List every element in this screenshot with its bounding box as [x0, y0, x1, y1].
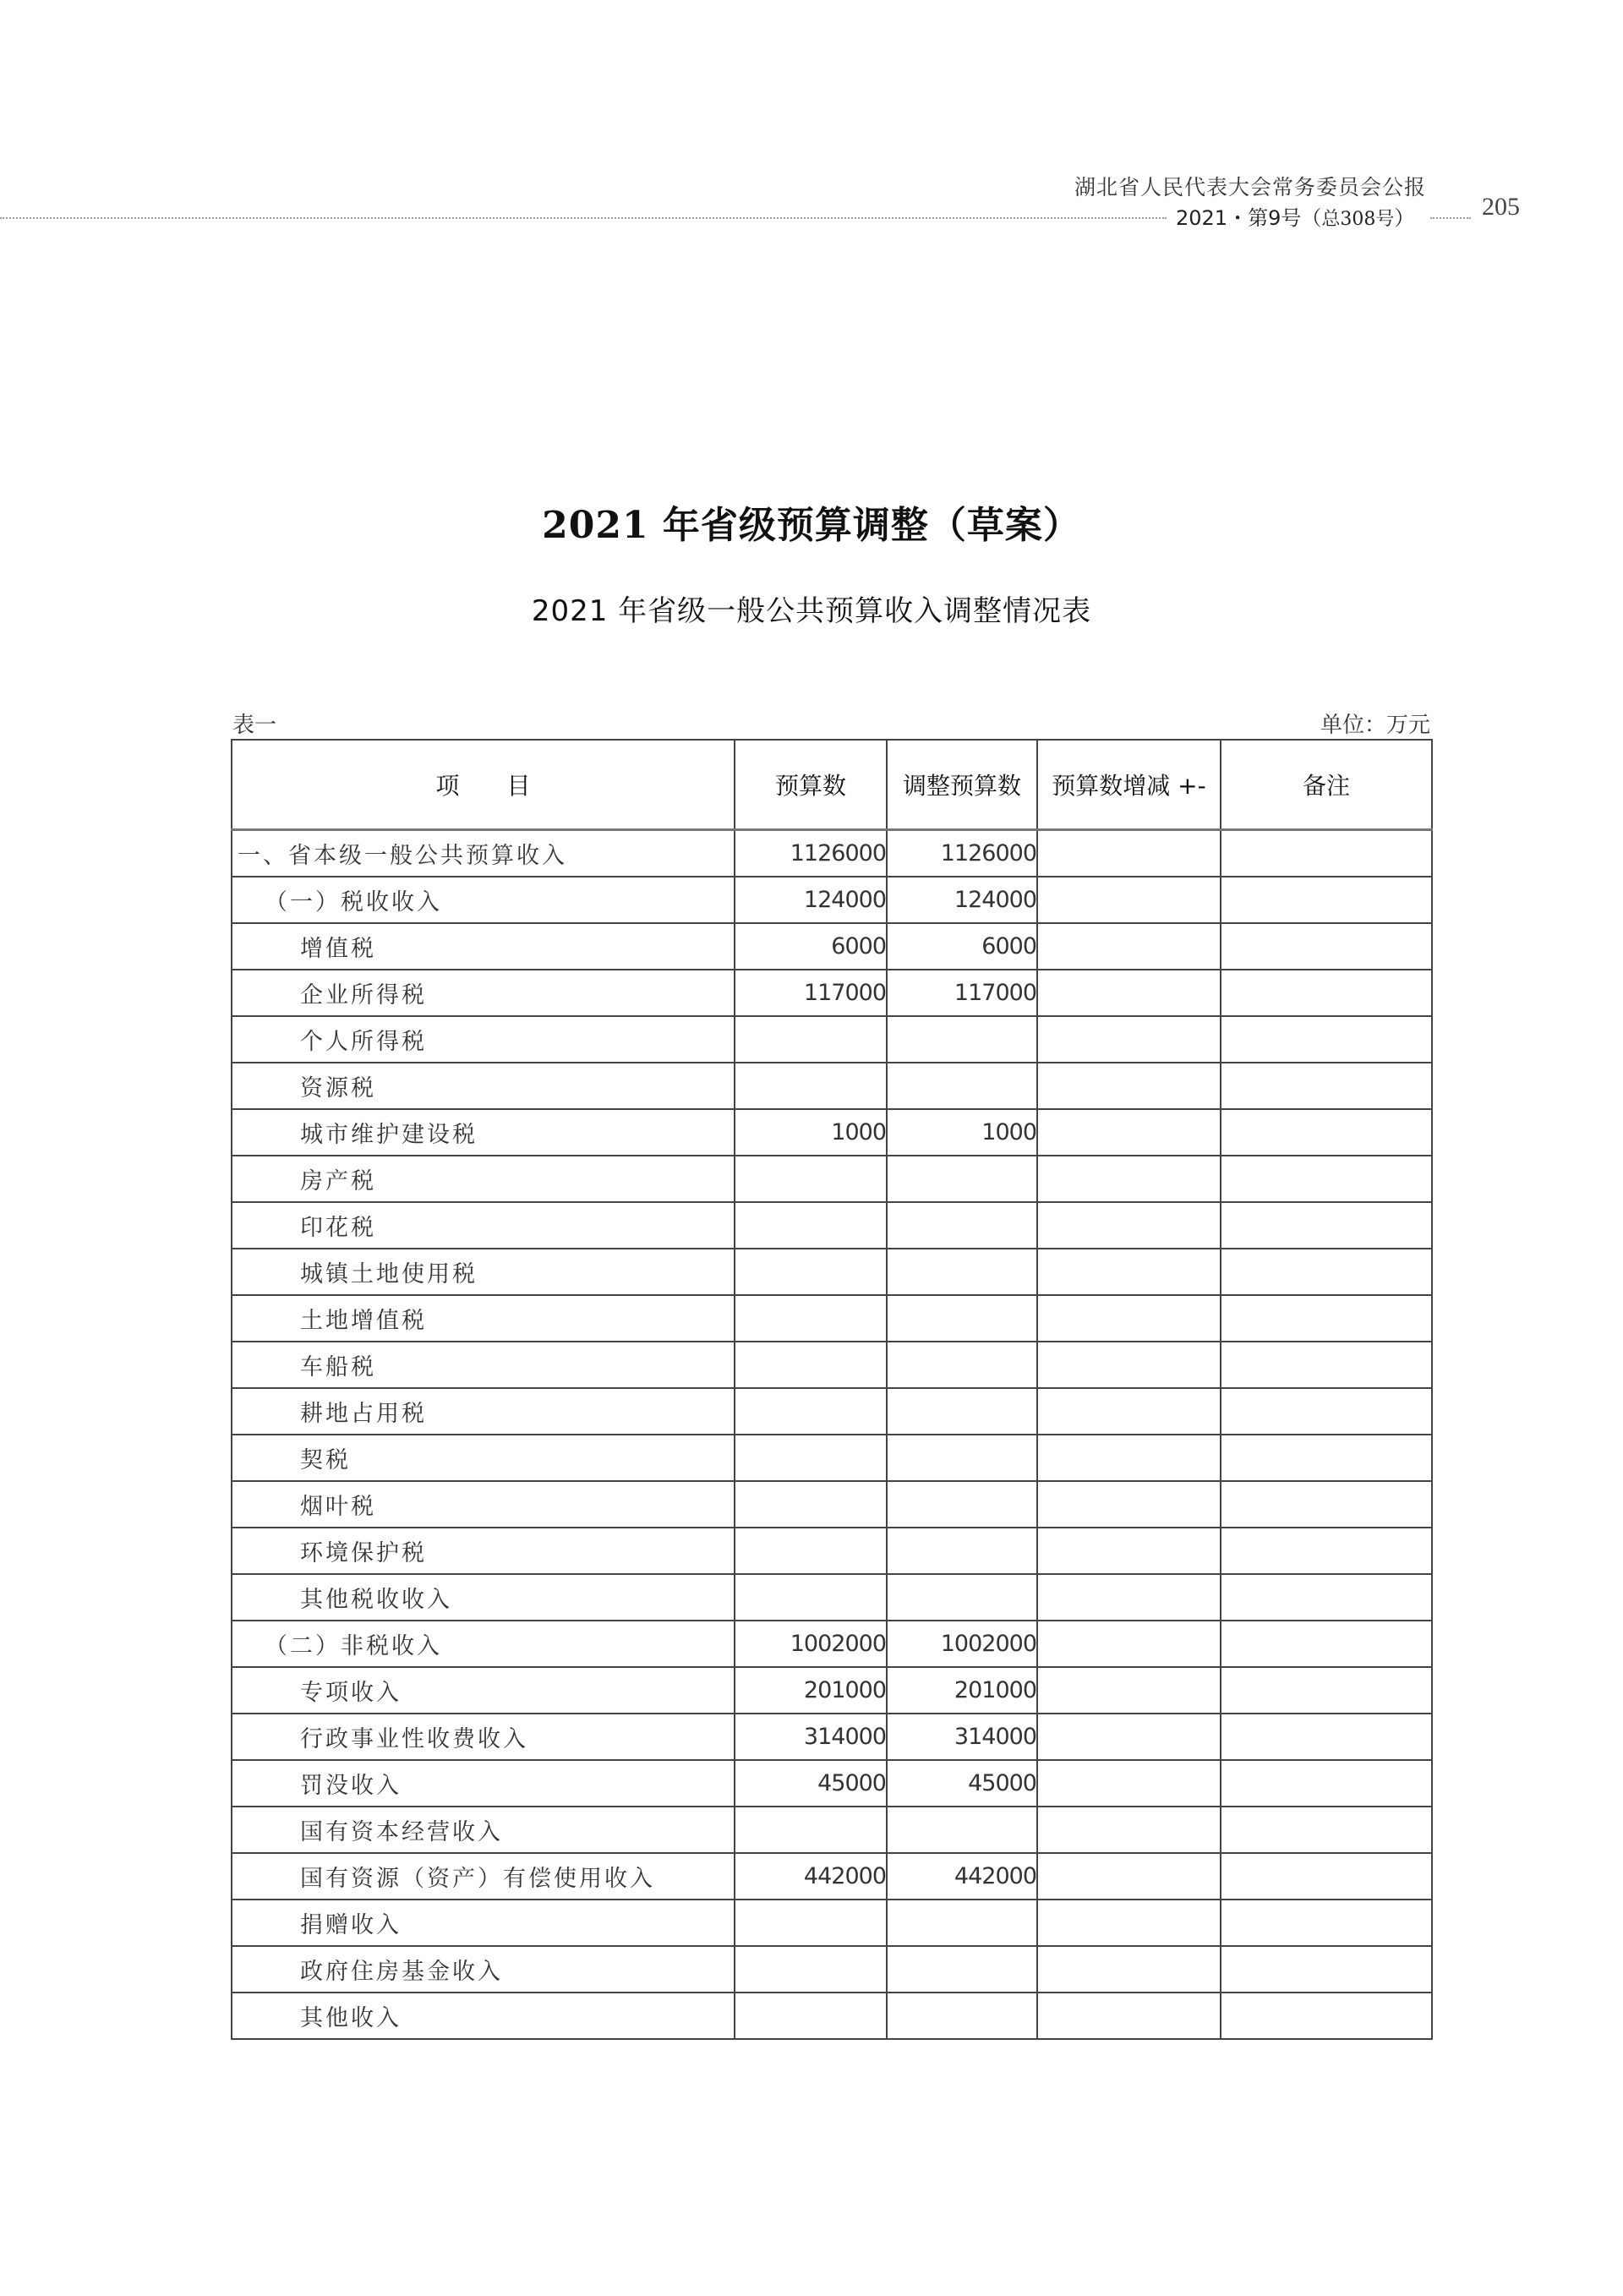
- row-budget-cell: [735, 1946, 887, 1993]
- row-change-cell: [1037, 1853, 1221, 1900]
- column-header-change: 预算数增减 +-: [1037, 740, 1221, 830]
- table-row: [232, 1342, 1432, 1388]
- table-row: [232, 1388, 1432, 1435]
- row-budget-cell: [735, 1900, 887, 1946]
- row-budget-cell: [735, 1342, 887, 1388]
- row-change-cell: [1037, 1435, 1221, 1481]
- row-budget-cell: 1002000: [735, 1621, 887, 1667]
- table-body: [232, 830, 1432, 2040]
- row-adjusted-budget-cell: [887, 1156, 1037, 1202]
- row-adjusted-budget-cell: 201000: [887, 1667, 1037, 1714]
- table-row: [232, 1063, 1432, 1109]
- row-change-cell: [1037, 1063, 1221, 1109]
- row-adjusted-budget-cell: [887, 1946, 1037, 1993]
- row-note-cell: [1221, 1063, 1432, 1109]
- row-item-cell: 环境保护税: [232, 1528, 735, 1574]
- dotted-rule-right: [1430, 217, 1471, 219]
- table-row: [232, 1807, 1432, 1853]
- row-note-cell: [1221, 1528, 1432, 1574]
- row-note-cell: [1221, 1109, 1432, 1156]
- row-budget-cell: 1000: [735, 1109, 887, 1156]
- row-adjusted-budget-cell: [887, 1388, 1037, 1435]
- row-note-cell: [1221, 1156, 1432, 1202]
- row-change-cell: [1037, 1342, 1221, 1388]
- row-change-cell: [1037, 1156, 1221, 1202]
- row-budget-cell: [735, 1528, 887, 1574]
- column-header-item: 项 目: [232, 740, 735, 830]
- row-change-cell: [1037, 1760, 1221, 1807]
- table-row: [232, 1435, 1432, 1481]
- row-adjusted-budget-cell: [887, 1528, 1037, 1574]
- row-change-cell: [1037, 970, 1221, 1016]
- row-item-cell: 资源税: [232, 1063, 735, 1109]
- row-item-cell: 增值税: [232, 923, 735, 970]
- row-item-cell: 其他收入: [232, 1993, 735, 2039]
- row-adjusted-budget-cell: [887, 1249, 1037, 1295]
- row-change-cell: [1037, 1574, 1221, 1621]
- row-adjusted-budget-cell: [887, 1900, 1037, 1946]
- unit-label: 单位：万元: [1320, 713, 1430, 738]
- row-budget-cell: 124000: [735, 877, 887, 923]
- row-note-cell: [1221, 1202, 1432, 1249]
- row-note-cell: [1221, 1295, 1432, 1342]
- row-item-cell: 行政事业性收费收入: [232, 1714, 735, 1760]
- row-adjusted-budget-cell: 1000: [887, 1109, 1037, 1156]
- row-adjusted-budget-cell: [887, 1807, 1037, 1853]
- table-row: [232, 1109, 1432, 1156]
- row-item-cell: 捐赠收入: [232, 1900, 735, 1946]
- row-adjusted-budget-cell: [887, 1481, 1037, 1528]
- row-budget-cell: 45000: [735, 1760, 887, 1807]
- table-row: [232, 1667, 1432, 1714]
- row-note-cell: [1221, 1993, 1432, 2039]
- table-row: [232, 923, 1432, 970]
- row-note-cell: [1221, 877, 1432, 923]
- row-change-cell: [1037, 1667, 1221, 1714]
- row-budget-cell: [735, 1807, 887, 1853]
- row-item-cell: 一、省本级一般公共预算收入: [232, 830, 735, 877]
- row-note-cell: [1221, 1714, 1432, 1760]
- row-change-cell: [1037, 1249, 1221, 1295]
- table-row: [232, 1946, 1432, 1993]
- table-title: 2021 年省级一般公共预算收入调整情况表: [531, 594, 1092, 628]
- row-item-cell: 土地增值税: [232, 1295, 735, 1342]
- document-title: 2021 年省级预算调整（草案）: [542, 504, 1081, 547]
- row-item-cell: 车船税: [232, 1342, 735, 1388]
- row-adjusted-budget-cell: 1002000: [887, 1621, 1037, 1667]
- row-note-cell: [1221, 1342, 1432, 1388]
- row-adjusted-budget-cell: [887, 1342, 1037, 1388]
- row-budget-cell: 117000: [735, 970, 887, 1016]
- row-adjusted-budget-cell: [887, 1063, 1037, 1109]
- row-change-cell: [1037, 830, 1221, 877]
- row-budget-cell: 314000: [735, 1714, 887, 1760]
- row-item-cell: 烟叶税: [232, 1481, 735, 1528]
- row-note-cell: [1221, 1621, 1432, 1667]
- row-adjusted-budget-cell: 117000: [887, 970, 1037, 1016]
- budget-adjustment-table: [231, 739, 1433, 2040]
- row-adjusted-budget-cell: [887, 1202, 1037, 1249]
- row-note-cell: [1221, 1435, 1432, 1481]
- row-adjusted-budget-cell: [887, 1574, 1037, 1621]
- row-note-cell: [1221, 1667, 1432, 1714]
- row-note-cell: [1221, 1946, 1432, 1993]
- row-note-cell: [1221, 970, 1432, 1016]
- journal-name: 湖北省人民代表大会常务委员会公报: [1074, 175, 1427, 200]
- row-budget-cell: 442000: [735, 1853, 887, 1900]
- row-adjusted-budget-cell: [887, 1016, 1037, 1063]
- row-budget-cell: [735, 1574, 887, 1621]
- row-note-cell: [1221, 1016, 1432, 1063]
- table-row: [232, 1528, 1432, 1574]
- row-item-cell: 罚没收入: [232, 1760, 735, 1807]
- table-row: [232, 1714, 1432, 1760]
- row-adjusted-budget-cell: 6000: [887, 923, 1037, 970]
- row-change-cell: [1037, 1109, 1221, 1156]
- row-item-cell: 国有资本经营收入: [232, 1807, 735, 1853]
- row-change-cell: [1037, 1016, 1221, 1063]
- table-row: [232, 830, 1432, 877]
- row-item-cell: 个人所得税: [232, 1016, 735, 1063]
- table-row: [232, 970, 1432, 1016]
- row-item-cell: （一）税收收入: [232, 877, 735, 923]
- row-budget-cell: [735, 1156, 887, 1202]
- row-note-cell: [1221, 1853, 1432, 1900]
- row-note-cell: [1221, 1481, 1432, 1528]
- column-header-adjusted-budget: 调整预算数: [887, 740, 1037, 830]
- row-note-cell: [1221, 1574, 1432, 1621]
- table-row: [232, 877, 1432, 923]
- row-note-cell: [1221, 1900, 1432, 1946]
- row-adjusted-budget-cell: [887, 1295, 1037, 1342]
- row-item-cell: 城镇土地使用税: [232, 1249, 735, 1295]
- row-change-cell: [1037, 1946, 1221, 1993]
- row-item-cell: 政府住房基金收入: [232, 1946, 735, 1993]
- row-budget-cell: [735, 1249, 887, 1295]
- row-change-cell: [1037, 1481, 1221, 1528]
- running-header: [0, 0, 1623, 254]
- row-item-cell: 国有资源（资产）有偿使用收入: [232, 1853, 735, 1900]
- row-budget-cell: [735, 1388, 887, 1435]
- row-item-cell: 契税: [232, 1435, 735, 1481]
- row-item-cell: 城市维护建设税: [232, 1109, 735, 1156]
- row-budget-cell: [735, 1063, 887, 1109]
- issue-close: ）: [1394, 206, 1415, 230]
- row-budget-cell: [735, 1016, 887, 1063]
- row-item-cell: 房产税: [232, 1156, 735, 1202]
- table-row: [232, 1853, 1432, 1900]
- row-adjusted-budget-cell: 45000: [887, 1760, 1037, 1807]
- row-item-cell: 耕地占用税: [232, 1388, 735, 1435]
- table-row: [232, 1295, 1432, 1342]
- dotted-rule-left: [0, 217, 1167, 219]
- row-adjusted-budget-cell: 314000: [887, 1714, 1037, 1760]
- row-budget-cell: [735, 1295, 887, 1342]
- column-header-note: 备注: [1221, 740, 1432, 830]
- row-note-cell: [1221, 1388, 1432, 1435]
- table-row: [232, 1156, 1432, 1202]
- row-item-cell: 企业所得税: [232, 970, 735, 1016]
- row-adjusted-budget-cell: [887, 1993, 1037, 2039]
- row-change-cell: [1037, 1295, 1221, 1342]
- table-row: [232, 1993, 1432, 2039]
- row-budget-cell: [735, 1435, 887, 1481]
- page-number: 205: [1482, 193, 1520, 221]
- row-change-cell: [1037, 1202, 1221, 1249]
- row-adjusted-budget-cell: [887, 1435, 1037, 1481]
- row-budget-cell: [735, 1481, 887, 1528]
- row-change-cell: [1037, 1900, 1221, 1946]
- row-change-cell: [1037, 1714, 1221, 1760]
- table-row: [232, 1760, 1432, 1807]
- row-item-cell: （二）非税收入: [232, 1621, 735, 1667]
- row-change-cell: [1037, 1528, 1221, 1574]
- row-budget-cell: [735, 1202, 887, 1249]
- table-row: [232, 1016, 1432, 1063]
- table-row: [232, 1574, 1432, 1621]
- row-note-cell: [1221, 1249, 1432, 1295]
- row-adjusted-budget-cell: 124000: [887, 877, 1037, 923]
- row-budget-cell: 201000: [735, 1667, 887, 1714]
- issue-total: 总308号: [1321, 209, 1395, 230]
- table-label: 表一: [232, 713, 277, 738]
- table-header-row: [232, 740, 1432, 830]
- row-budget-cell: 6000: [735, 923, 887, 970]
- row-change-cell: [1037, 923, 1221, 970]
- row-note-cell: [1221, 1807, 1432, 1853]
- row-item-cell: 其他税收收入: [232, 1574, 735, 1621]
- row-note-cell: [1221, 923, 1432, 970]
- row-budget-cell: 1126000: [735, 830, 887, 877]
- row-adjusted-budget-cell: 1126000: [887, 830, 1037, 877]
- row-change-cell: [1037, 1807, 1221, 1853]
- table-row: [232, 1481, 1432, 1528]
- table-row: [232, 1249, 1432, 1295]
- table-row: [232, 1202, 1432, 1249]
- table-row: [232, 1900, 1432, 1946]
- row-item-cell: 专项收入: [232, 1667, 735, 1714]
- table-row: [232, 1621, 1432, 1667]
- issue-main: 2021・第9号（: [1176, 206, 1322, 230]
- row-note-cell: [1221, 830, 1432, 877]
- column-header-budget: 预算数: [735, 740, 887, 830]
- row-item-cell: 印花税: [232, 1202, 735, 1249]
- row-note-cell: [1221, 1760, 1432, 1807]
- row-change-cell: [1037, 1993, 1221, 2039]
- issue-line: [0, 201, 1623, 230]
- row-change-cell: [1037, 877, 1221, 923]
- row-adjusted-budget-cell: 442000: [887, 1853, 1037, 1900]
- row-budget-cell: [735, 1993, 887, 2039]
- issue-number: [1176, 201, 1414, 231]
- row-change-cell: [1037, 1388, 1221, 1435]
- row-change-cell: [1037, 1621, 1221, 1667]
